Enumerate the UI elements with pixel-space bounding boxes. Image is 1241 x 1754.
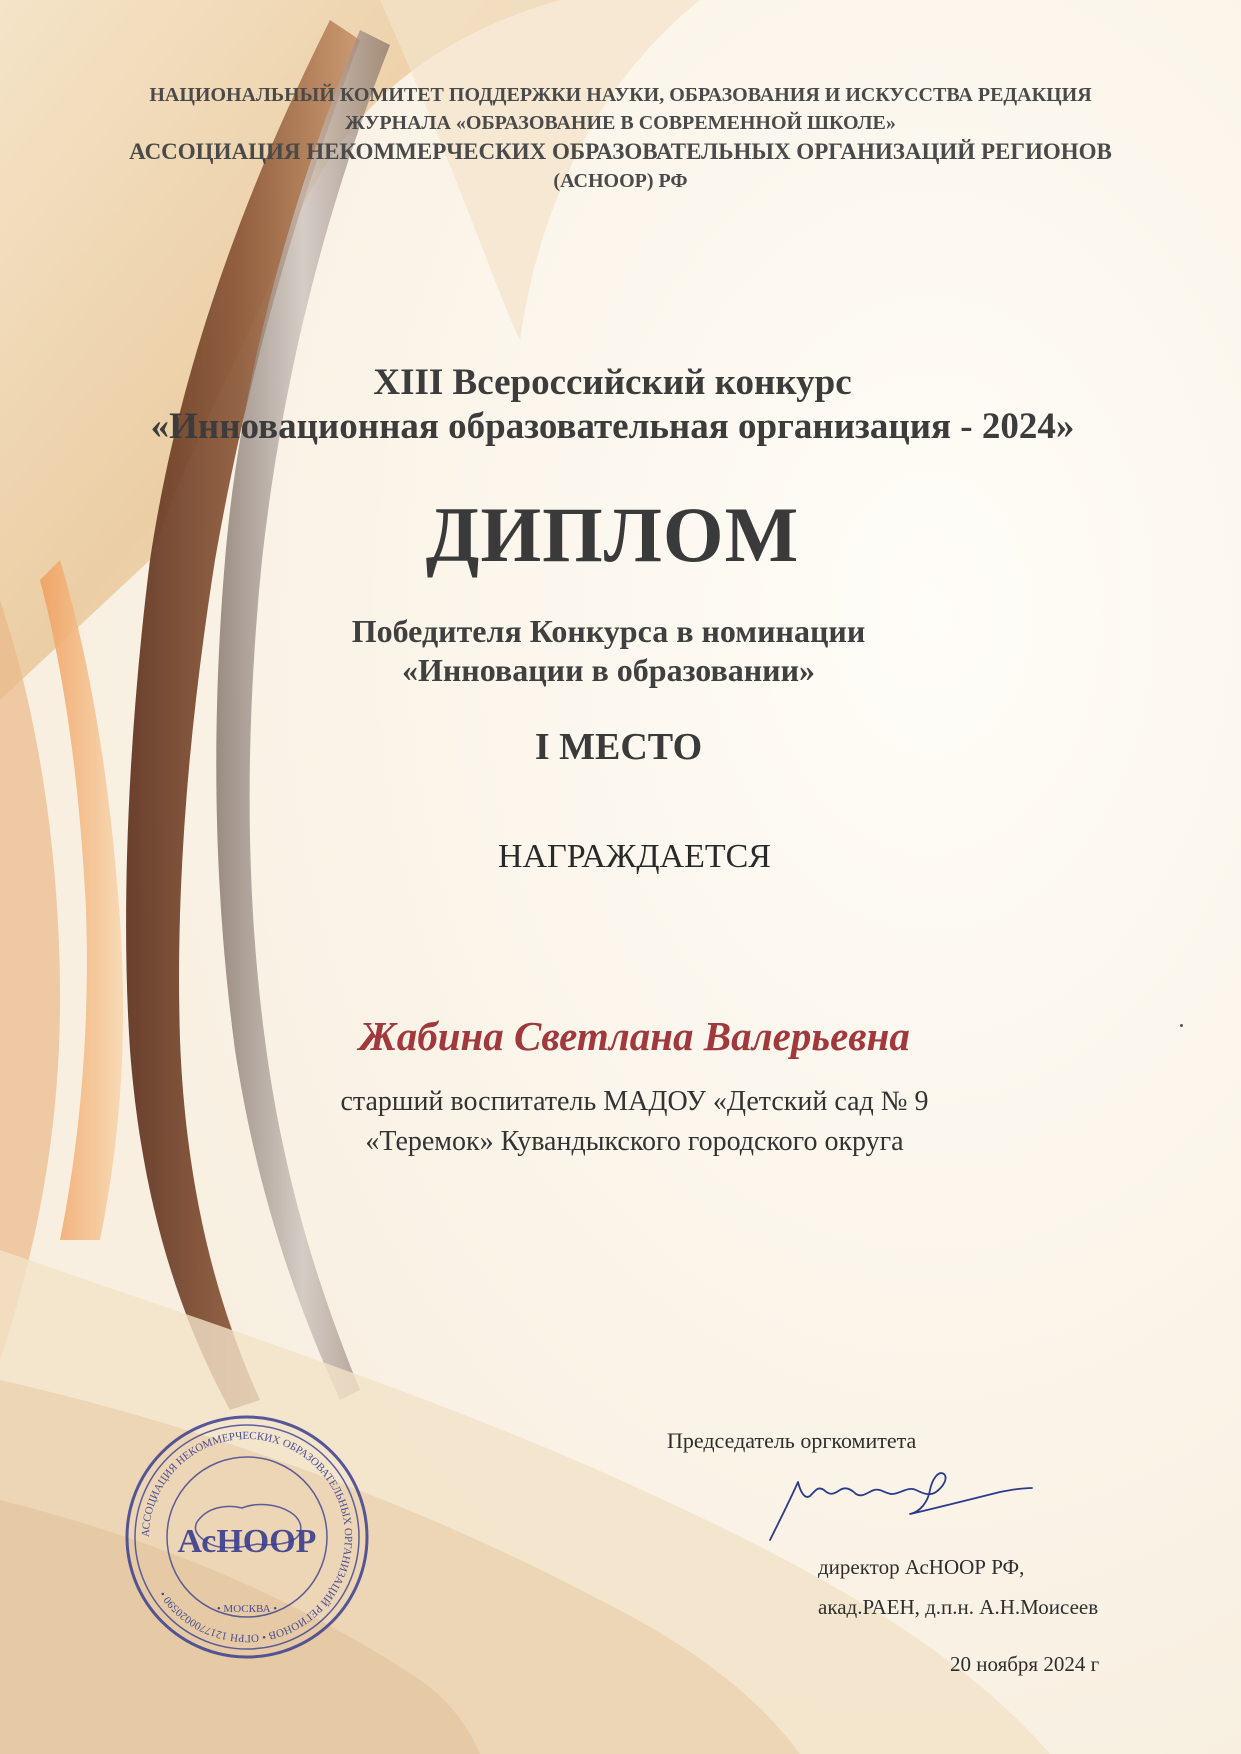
seal-bottom-text: • МОСКВА • <box>216 1603 278 1615</box>
contest-title-line-1: XIII Всероссийский конкурс <box>373 362 852 403</box>
org-header-line-2: ЖУРНАЛА «ОБРАЗОВАНИЕ В СОВРЕМЕННОЙ ШКОЛЕ» <box>345 112 896 134</box>
seal-ring-text: АССОЦИАЦИЯ НЕКОММЕРЧЕСКИХ ОБРАЗОВАТЕЛЬНЫХ ОРГАНИЗАЦИЙ РЕГИОНОВ • ОГРН 1217700020590 • <box>139 1429 355 1645</box>
recipient-role-line-1: старший воспитатель МАДОУ «Детский сад № 9 <box>340 1086 929 1117</box>
organization-seal <box>122 1412 372 1662</box>
recipient-name: Жабина Светлана Валерьевна <box>359 1013 910 1059</box>
recipient-role-line-2: «Теремок» Кувандыкского городского округа <box>365 1126 904 1157</box>
seal-center-text: АсНООР <box>177 1523 317 1560</box>
org-header-line-1: НАЦИОНАЛЬНЫЙ КОМИТЕТ ПОДДЕРЖКИ НАУКИ, ОБРАЗОВАНИЯ И ИСКУССТВА РЕДАКЦИЯ <box>149 84 1092 106</box>
director-name: акад.РАЕН, д.п.н. А.Н.Моисеев <box>818 1595 1099 1619</box>
nomination-line-1: Победителя Конкурса в номинации <box>351 613 866 649</box>
contest-title-line-2: «Инновационная образовательная организация - 2024» <box>150 406 1075 447</box>
org-header-line-4: (АСНООР) РФ <box>553 170 688 192</box>
org-header-line-3: АССОЦИАЦИЯ НЕКОММЕРЧЕСКИХ ОБРАЗОВАТЕЛЬНЫХ ОРГАНИЗАЦИЙ РЕГИОНОВ <box>129 139 1112 164</box>
nomination-line-2: «Инновации в образовании» <box>401 652 816 688</box>
handwritten-signature <box>760 1460 1040 1550</box>
diploma-title: ДИПЛОМ <box>425 491 800 578</box>
issue-date: 20 ноября 2024 г <box>950 1652 1100 1676</box>
stray-dot <box>1180 1024 1183 1027</box>
chair-label: Председатель оргкомитета <box>667 1428 917 1453</box>
awarded-label: НАГРАЖДАЕТСЯ <box>498 838 771 875</box>
director-title: директор АсНООР РФ, <box>818 1555 1025 1579</box>
place-label: I МЕСТО <box>534 726 703 768</box>
